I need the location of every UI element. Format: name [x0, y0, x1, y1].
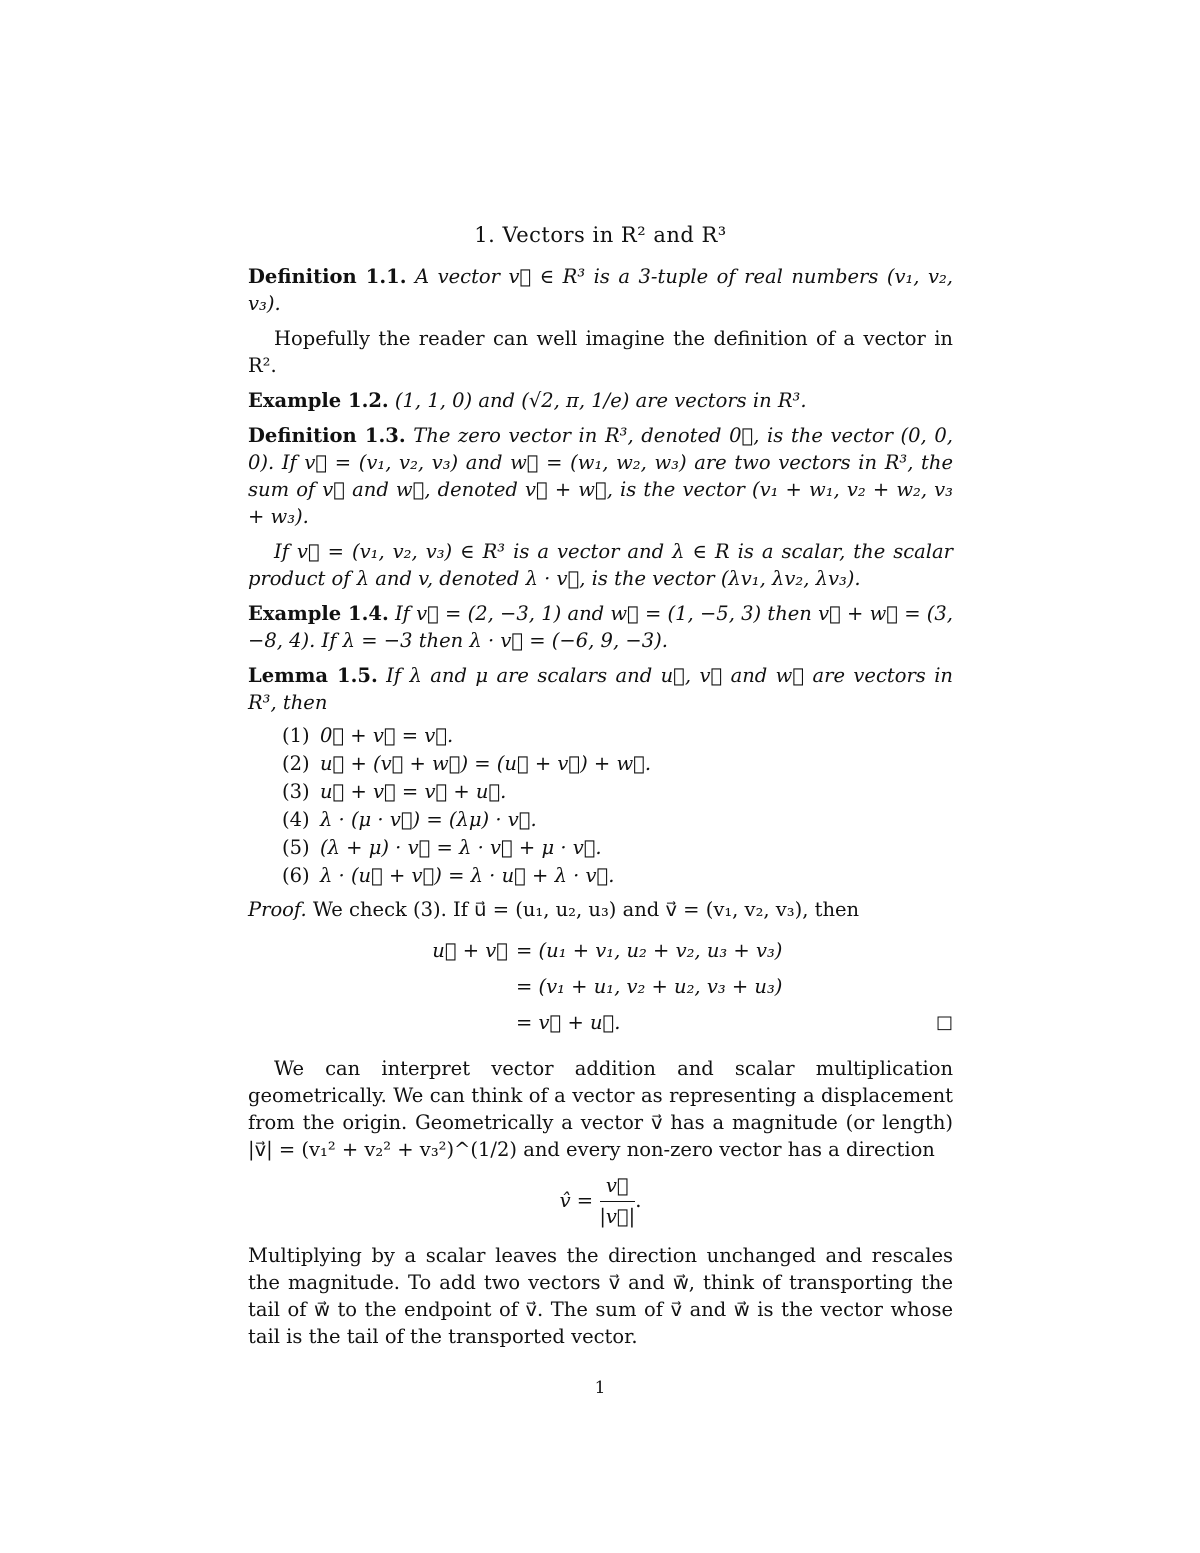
proof-equations [248, 933, 953, 1041]
equation-rhs: = (u₁ + v₁, u₂ + v₂, u₃ + v₃) [516, 939, 783, 962]
proof-label: Proof. [248, 898, 307, 921]
example-1-2-label: Example 1.2. [248, 389, 389, 412]
equation-row [248, 1005, 953, 1041]
fraction-denominator: |v⃗| [599, 1205, 636, 1228]
proof [248, 896, 953, 923]
lemma-1-5-list [282, 722, 953, 890]
page-number: 1 [594, 1378, 606, 1398]
proof-text: We check (3). If u⃗ = (u₁, u₂, u₃) and v⃗ = (v₁, v₂, v₃), then [312, 898, 860, 921]
fraction-numerator: v⃗ [600, 1171, 635, 1202]
list-item-number: (4) [282, 808, 310, 831]
paragraph-addition: Multiplying by a scalar leaves the direction unchanged and rescales the magnitude. To add two vectors v⃗ and w⃗, think of transporting the tail of w⃗ to the endpoint of v⃗. The sum of v⃗ and w⃗ is the vector whose tail is the tail of the transported vector. [248, 1244, 953, 1348]
definition-1-3-text: The zero vector in R³, denoted 0⃗, is the vector (0, 0, 0). If v⃗ = (v₁, v₂, v₃) and w⃗ = (w₁, w₂, w₃) are two vectors in R³, the sum of v⃗ and w⃗, denoted v⃗ + w⃗, is the vector (v₁ + w₁, v₂ + w₂, v₃ + w₃). [248, 424, 953, 528]
example-1-4 [248, 600, 953, 654]
list-item-number: (1) [282, 724, 310, 747]
qed-symbol: □ [935, 1012, 953, 1033]
list-item-number: (5) [282, 836, 310, 859]
list-item-text: (λ + μ) · v⃗ = λ · v⃗ + μ · v⃗. [320, 836, 602, 859]
page-body [248, 222, 953, 1358]
definition-1-3-scalar-product: If v⃗ = (v₁, v₂, v₃) ∈ R³ is a vector and λ ∈ R is a scalar, the scalar product of λ and v, denoted λ · v⃗, is the vector (λv₁, λv₂, λv₃). [248, 540, 953, 590]
equation-row [248, 969, 953, 1005]
example-1-2-text: (1, 1, 0) and (√2, π, 1/e) are vectors in R³. [394, 389, 807, 412]
equation-lhs [248, 1005, 516, 1041]
list-item [282, 778, 953, 806]
list-item [282, 862, 953, 890]
list-item-text: λ · (u⃗ + v⃗) = λ · u⃗ + λ · v⃗. [320, 864, 615, 887]
direction-fraction [599, 1171, 635, 1232]
list-item [282, 750, 953, 778]
list-item [282, 834, 953, 862]
list-item-text: 0⃗ + v⃗ = v⃗. [320, 724, 454, 747]
list-item-text: u⃗ + v⃗ = v⃗ + u⃗. [320, 780, 507, 803]
equation-lhs [248, 969, 516, 1005]
lemma-1-5-label: Lemma 1.5. [248, 664, 378, 687]
paragraph-r2: Hopefully the reader can well imagine the definition of a vector in R². [248, 327, 953, 377]
example-1-4-text: If v⃗ = (2, −3, 1) and w⃗ = (1, −5, 3) then v⃗ + w⃗ = (3, −8, 4). If λ = −3 then λ · v⃗ = (−6, 9, −3). [248, 602, 953, 652]
list-item [282, 722, 953, 750]
example-1-2 [248, 387, 953, 414]
equation-row [248, 933, 953, 969]
example-1-4-label: Example 1.4. [248, 602, 389, 625]
list-item-text: u⃗ + (v⃗ + w⃗) = (u⃗ + v⃗) + w⃗. [320, 752, 652, 775]
section-title: 1. Vectors in R² and R³ [474, 223, 727, 247]
equation-rhs-text: = v⃗ + u⃗. [516, 1011, 621, 1034]
equation-lhs: u⃗ + v⃗ [432, 939, 508, 962]
definition-1-3-label: Definition 1.3. [248, 424, 406, 447]
equation-rhs: = (v₁ + u₁, v₂ + u₂, v₃ + u₃) [516, 975, 783, 998]
list-item [282, 806, 953, 834]
list-item-number: (2) [282, 752, 310, 775]
lemma-1-5-text: If λ and μ are scalars and u⃗, v⃗ and w⃗ are vectors in R³, then [248, 664, 953, 714]
list-item-number: (3) [282, 780, 310, 803]
paragraph-geometry: We can interpret vector addition and scalar multiplication geometrically. We can think of a vector as representing a displacement from the origin. Geometrically a vector v⃗ has a magnitude (or length) |v⃗| = (v₁² + v₂² + v₃²)^(1/2) and every non-zero vector has a direction [248, 1057, 953, 1161]
list-item-number: (6) [282, 864, 310, 887]
direction-lhs: v̂ = [559, 1189, 594, 1212]
definition-1-1-text: A vector v⃗ ∈ R³ is a 3-tuple of real numbers (v₁, v₂, v₃). [248, 265, 954, 315]
list-item-text: λ · (μ · v⃗) = (λμ) · v⃗. [320, 808, 537, 831]
direction-formula [248, 1171, 953, 1232]
definition-1-1-label: Definition 1.1. [248, 265, 407, 288]
definition-1-1 [248, 263, 953, 317]
lemma-1-5 [248, 662, 953, 716]
equation-rhs [516, 1005, 953, 1041]
definition-1-3 [248, 422, 953, 530]
direction-period: . [635, 1189, 642, 1212]
